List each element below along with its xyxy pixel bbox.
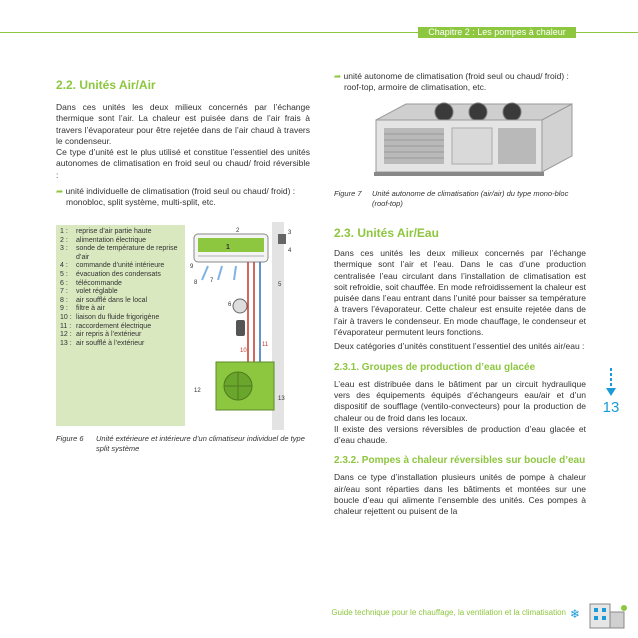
legend-text: raccordement électrique — [76, 322, 152, 330]
legend-num: 5 : — [60, 270, 68, 278]
figure-caption-text: Unité extérieure et intérieure d’un climatiseur individuel de type split système — [96, 434, 305, 453]
figure7-caption — [334, 189, 586, 208]
legend-num: 8 : — [60, 296, 68, 304]
legend-text: air soufflé à l’extérieur — [76, 339, 145, 347]
section-title-2-2: 2.2. Unités Air/Air — [56, 78, 156, 92]
paragraph: Dans ce type d’installation plusieurs unités de pompe à chaleur air/eau sont réparties dans les bâtiments et montées sur une boucle d’eau qui alimente l’ensemble des unités. Ces pompes à chaleur rejettent ou puisent de la — [334, 472, 586, 517]
legend-num: 9 : — [60, 305, 68, 313]
legend-item — [56, 297, 185, 306]
legend-item — [56, 245, 185, 262]
paragraph: Ce type d’unité est le plus utilisé et constitue l’essentiel des unités autonomes de climatisation en froid seul ou chaud/ froid réversible : — [56, 147, 310, 180]
label-6: 6 — [228, 302, 232, 308]
legend-list — [56, 225, 185, 348]
figure-number: Figure 6 — [56, 434, 84, 443]
legend-item — [56, 305, 185, 314]
bullet-text: unité autonome de climatisation (froid seul ou chaud/ froid) : roof-top, armoire de climatisation, etc. — [343, 71, 569, 93]
legend-num: 7 : — [60, 288, 68, 296]
paragraph: Deux catégories d’unités constituent l’essentiel des unités air/eau : — [334, 341, 585, 352]
label-11: 11 — [262, 342, 269, 348]
legend-item — [56, 262, 185, 271]
paragraph: Dans ces unités les deux milieux concernés par l’échange thermique sont l’air et l’eau. Dans le cas d’une production centralisée l’eau circulant dans l’installation de climatisation est soit refroidie, soit chauffée. En mode refroidissement la chaleur est puisée dans l’eau entrant dans l’unité pour baisser sa température à travers l’évaporateur. Cette chaleur est ensuite rejetée dans de l’air à travers le condenseur. En mode chauffage, le condenseur et l’évaporateur permutent leurs fonctions. — [334, 248, 586, 338]
legend-item — [56, 228, 185, 237]
legend-text: air repris à l’extérieur — [76, 331, 142, 339]
label-1: 1 — [226, 244, 230, 251]
legend-num: 6 : — [60, 279, 68, 287]
figure-caption-text: Unité autonome de climatisation (air/air) du type mono-bloc (roof-top) — [372, 189, 569, 208]
legend-item — [56, 288, 185, 297]
refrigerant-pipes — [248, 262, 254, 362]
sensor — [278, 234, 286, 244]
legend-text: air soufflé dans le local — [76, 296, 148, 304]
bullet-item — [56, 186, 310, 209]
figure-number: Figure 7 — [334, 189, 362, 198]
svg-text:❄: ❄ — [570, 607, 581, 621]
chapter-header: Chapitre 2 : Les pompes à chaleur — [418, 27, 576, 38]
legend-text: filtre à air — [76, 305, 105, 313]
label-9: 9 — [190, 264, 194, 270]
label-12: 12 — [194, 388, 201, 394]
subsection-title-2-3-1: 2.3.1. Groupes de production d’eau glacée — [334, 361, 536, 373]
legend-num: 10 : — [60, 313, 72, 321]
figure6-legend — [56, 225, 185, 426]
legend-num: 11 : — [60, 322, 72, 330]
legend-item — [56, 340, 185, 349]
legend-text: liaison du fluide frigorigène — [76, 313, 160, 321]
legend-text: volet réglable — [76, 288, 118, 296]
paragraph: L’eau est distribuée dans le bâtiment par un circuit hydraulique vers des équipements équipés d’échangeurs eau/air et d’un dispositif de soufflage (ventilo-convecteurs) pour la production de chaleur ou de froid dans les locaux. — [334, 378, 586, 423]
arrow-bullet-icon: ➦ — [334, 71, 342, 81]
page-number: 13 — [602, 399, 620, 416]
bullet-item — [334, 71, 586, 94]
label-4: 4 — [288, 248, 292, 254]
legend-text: sonde de température de reprise d’air — [76, 245, 178, 261]
fan-icon — [469, 103, 487, 121]
unit-base — [374, 172, 544, 176]
right-bullet — [334, 71, 586, 94]
paragraph: Dans ces unités les deux milieux concernés par l’échange thermique sont l’air. La chaleur est puisée dans de l’air frais à travers l’évaporateur pour être rejetée dans de l’air chaud à travers le condenseur. — [56, 102, 310, 146]
rooftop-unit-illustration — [366, 100, 574, 178]
remote-holder — [233, 299, 247, 313]
label-7: 7 — [210, 278, 214, 284]
label-5: 5 — [278, 282, 282, 288]
legend-text: reprise d’air partie haute — [76, 228, 152, 235]
fan-icon — [435, 103, 453, 121]
label-13: 13 — [278, 396, 285, 402]
figure6-caption — [56, 434, 310, 453]
legend-text: télécommande — [76, 279, 122, 287]
paragraph: Il existe des versions réversibles de production d’eau glacée et d’eau chaude. — [334, 423, 586, 446]
remote-control — [236, 320, 245, 336]
left-column — [56, 78, 310, 209]
legend-num: 13 : — [60, 339, 72, 347]
legend-item — [56, 331, 185, 340]
legend-num: 4 : — [60, 262, 68, 270]
page-arrow-icon — [604, 366, 618, 398]
legend-num: 12 : — [60, 331, 72, 339]
legend-text: évacuation des condensats — [76, 270, 161, 278]
legend-item — [56, 271, 185, 280]
legend-item — [56, 314, 185, 323]
legend-item — [56, 280, 185, 289]
label-2: 2 — [236, 228, 240, 234]
legend-item — [56, 323, 185, 332]
section-title-2-3: 2.3. Unités Air/Eau — [334, 226, 439, 240]
label-3: 3 — [288, 230, 292, 236]
fan-icon — [503, 103, 521, 121]
arrow-bullet-icon: ➦ — [56, 186, 64, 197]
building-logo-icon — [570, 598, 632, 630]
split-system-diagram — [188, 222, 306, 430]
label-10: 10 — [240, 348, 247, 354]
legend-text: alimentation électrique — [76, 236, 147, 244]
airflow-arrows — [202, 266, 236, 280]
indoor-unit-panel — [198, 238, 264, 252]
service-panel — [452, 128, 492, 164]
right-column-body — [334, 226, 586, 518]
subsection-title-2-3-2: 2.3.2. Pompes à chaleur réversibles sur boucle d’eau — [334, 455, 586, 467]
legend-item — [56, 237, 185, 246]
legend-num: 2 : — [60, 236, 68, 244]
legend-num: 3 : — [60, 245, 68, 253]
bullet-text: unité individuelle de climatisation (froid seul ou chaud/ froid) : monobloc, split système, multi-split, etc. — [65, 186, 296, 208]
legend-text: commande d’unité intérieure — [76, 262, 165, 270]
legend-num: 1 : — [60, 228, 68, 235]
label-8: 8 — [194, 280, 198, 286]
coil-grille — [498, 128, 536, 164]
footer-text: Guide technique pour le chauffage, la ventilation et la climatisation — [331, 608, 566, 617]
